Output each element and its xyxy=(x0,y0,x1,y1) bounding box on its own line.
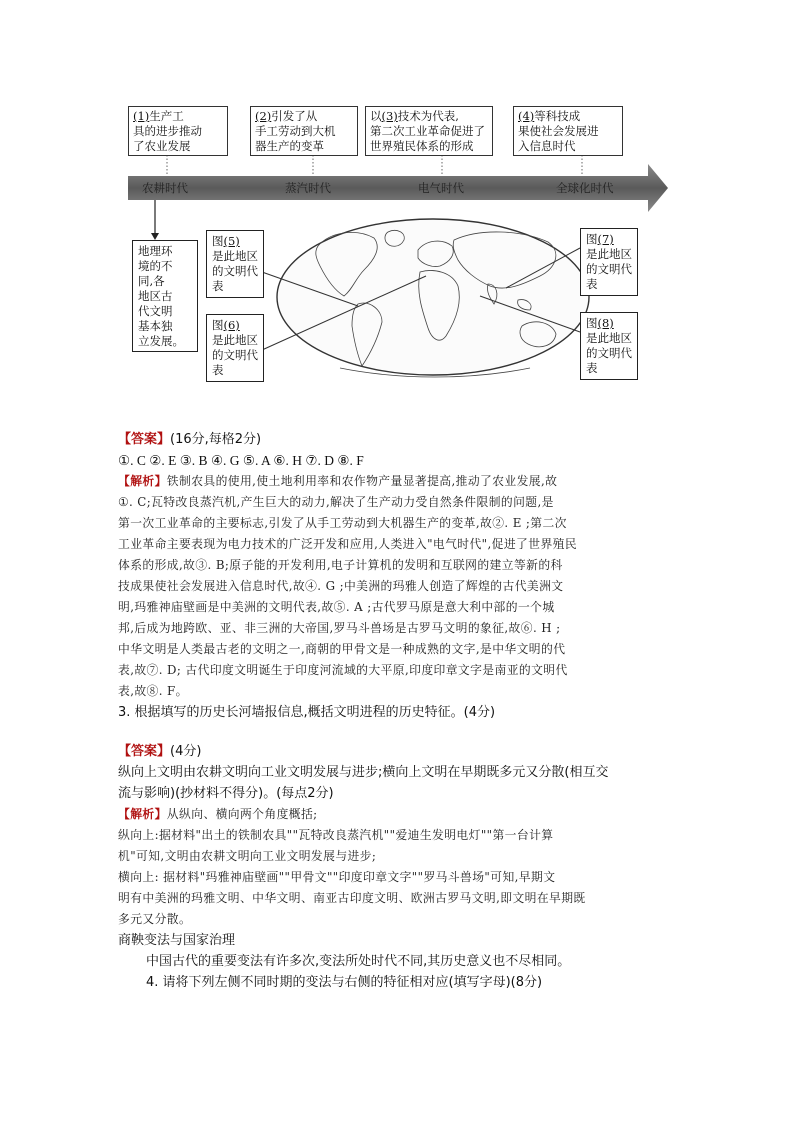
q2-analysis-line-0: 【解析】铁制农具的使用,使土地利用率和农作物产量显著提高,推动了农业发展,故 xyxy=(118,474,558,488)
era-label-steam: 蒸汽时代 xyxy=(285,181,331,195)
answer-tag: 【答案】 xyxy=(118,432,171,447)
q2-analysis-line-4: 体系的形成,故③. B;原子能的开发利用,电子计算机的发明和互联网的建立等新的科 xyxy=(118,558,563,572)
timeline-box-4: (4)等科技成 果使社会发展进 入信息时代 xyxy=(513,106,623,156)
q2-analysis-line-3: 工业革命主要表现为电力技术的广泛开发和应用,人类进入"电气时代",促进了世界殖民 xyxy=(118,537,578,551)
timeline-box-2: (2)引发了从 手工劳动到大机 器生产的变革 xyxy=(250,106,358,156)
history-river-figure xyxy=(120,100,672,388)
map-label-5: 图(5) 是此地区 的文明代 表 xyxy=(206,230,264,298)
q2-analysis-line-6: 明,玛雅神庙壁画是中美洲的文明代表,故⑤. A ;古代罗马原是意大利中部的一个城 xyxy=(118,600,555,614)
era-label-electric: 电气时代 xyxy=(418,181,464,195)
section-intro: 中国古代的重要变法有许多次,变法所处时代不同,其历史意义也不尽相同。 xyxy=(146,954,571,969)
q3-answer-line-1: 流与影响)(抄材料不得分)。(每点2分) xyxy=(118,786,334,801)
era-label-globalization: 全球化时代 xyxy=(556,181,614,195)
q3-analysis-line-2: 横向上: 据材料"玛雅神庙壁画""甲骨文""印度印章文字""罗马斗兽场"可知,早期文 xyxy=(118,870,556,884)
q2-analysis-line-7: 邦,后成为地跨欧、亚、非三洲的大帝国,罗马斗兽场是古罗马文明的象征,故⑥. H ; xyxy=(118,621,561,635)
q3-answer-line-0: 纵向上文明由农耕文明向工业文明发展与进步;横向上文明在早期既多元又分散(相互交 xyxy=(118,765,609,780)
q2-analysis-line-1: ①. C;瓦特改良蒸汽机,产生巨大的动力,解决了生产动力受自然条件限制的问题,是 xyxy=(118,495,554,509)
geography-note: 地理环 境的不 同,各 地区古 代文明 基本独 立发展。 xyxy=(132,240,198,352)
timeline-box-3: 以(3)技术为代表, 第二次工业革命促进了 世界殖民体系的形成 xyxy=(365,106,493,156)
map-label-7: 图(7) 是此地区 的文明代 表 xyxy=(580,228,638,296)
q4-question: 4. 请将下列左侧不同时期的变法与右侧的特征相对应(填写字母)(8分) xyxy=(146,975,543,990)
map-label-6: 图(6) 是此地区 的文明代 表 xyxy=(206,314,264,382)
q2-analysis-line-10: 表,故⑧. F。 xyxy=(118,684,188,698)
analysis-tag: 【解析】 xyxy=(118,474,167,488)
q2-answer-header: 【答案】(16分,每格2分) xyxy=(118,432,262,447)
q3-analysis-line-0: 纵向上:据材料"出土的铁制农具""瓦特改良蒸汽机""爱迪生发明电灯""第一台计算 xyxy=(118,828,554,842)
q3-analysis-line-4: 多元又分散。 xyxy=(118,912,192,926)
q2-analysis-line-9: 表,故⑦. D; 古代印度文明诞生于印度河流域的大平原,印度印章文字是南亚的文明代 xyxy=(118,663,568,677)
q2-analysis-line-8: 中华文明是人类最古老的文明之一,商朝的甲骨文是一种成熟的文字,是中华文明的代 xyxy=(118,642,566,656)
q2-analysis-line-2: 第一次工业革命的主要标志,引发了从手工劳动到大机器生产的变革,故②. E ;第二次 xyxy=(118,516,567,530)
q3-analysis-first: 【解析】从纵向、横向两个角度概括; xyxy=(118,807,318,821)
era-label-agriculture: 农耕时代 xyxy=(142,181,188,195)
timeline-box-1: (1)生产工 具的进步推动 了农业发展 xyxy=(128,106,228,156)
q3-analysis-line-3: 明有中美洲的玛雅文明、中华文明、南亚古印度文明、欧洲古罗马文明,即文明在早期既 xyxy=(118,891,586,905)
q3-question: 3. 根据填写的历史长河墙报信息,概括文明进程的历史特征。(4分) xyxy=(118,705,496,720)
q2-answer-line: ①. C ②. E ③. B ④. G ⑤. A ⑥. H ⑦. D ⑧. F xyxy=(118,453,364,468)
dotted-connectors xyxy=(167,155,582,176)
q2-analysis-line-5: 技成果使社会发展进入信息时代,故④. G ;中美洲的玛雅人创造了辉煌的古代美洲文 xyxy=(118,579,564,593)
q3-analysis-line-1: 机"可知,文明由农耕文明向工业文明发展与进步; xyxy=(118,849,377,863)
q3-answer-header: 【答案】(4分) xyxy=(118,744,202,759)
section-title: 商鞅变法与国家治理 xyxy=(118,933,236,948)
map-label-8: 图(8) 是此地区 的文明代 表 xyxy=(580,312,638,380)
world-map xyxy=(277,219,589,375)
